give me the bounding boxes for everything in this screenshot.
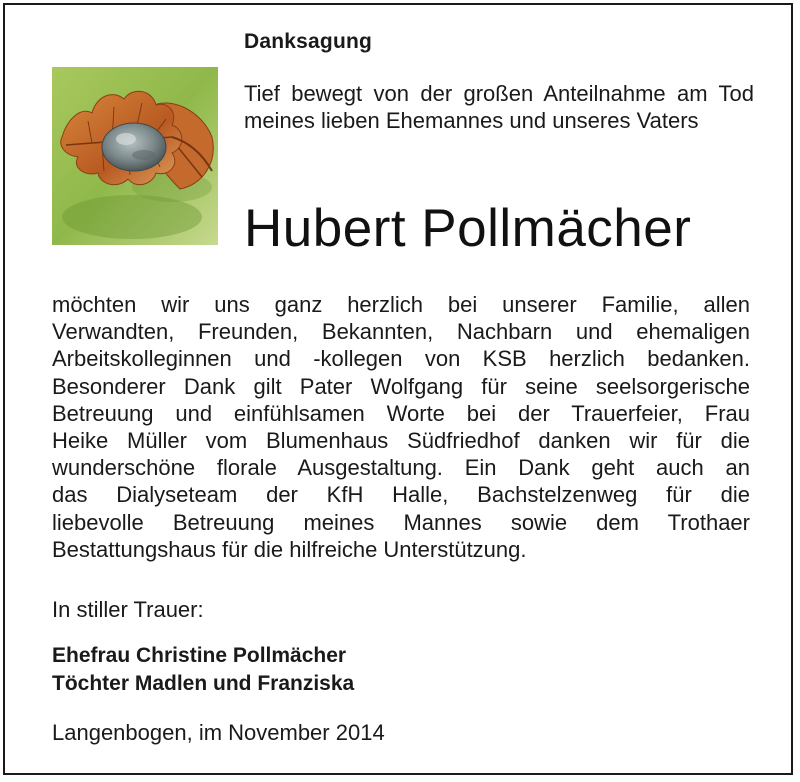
paragraph-line: wunderschöne florale Ausgestaltung. Ein Dank geht auch an bbox=[52, 455, 750, 481]
paragraph-line: Betreuung und einfühlsamen Worte bei der Trauerfeier, Frau bbox=[52, 400, 750, 426]
mourning-line: In stiller Trauer: bbox=[52, 597, 204, 622]
family-member-wife: Ehefrau Christine Pollmächer bbox=[52, 644, 347, 667]
paragraph-line: möchten wir uns ganz herzlich bei unserer Familie, allen bbox=[52, 292, 750, 317]
paragraph-line: Arbeitskolleginnen und -kollegen von KSB herzlich bedanken. bbox=[52, 346, 750, 372]
paragraph-line: liebevolle Betreuung meines Mannes sowie dem Trothaer bbox=[52, 509, 750, 535]
paragraph-line: Heike Müller vom Blumenhaus Südfriedhof danken wir für die bbox=[52, 427, 750, 453]
leaf-stone-photo bbox=[52, 67, 218, 245]
thanks-paragraph bbox=[52, 291, 750, 563]
intro-text: Tief bewegt von der großen Anteilnahme am Tod meines lieben Ehemannes und unseres Vaters bbox=[244, 81, 754, 133]
paragraph-line: das Dialyseteam der KfH Halle, Bachstelzenweg für die bbox=[52, 482, 750, 508]
deceased-name: Hubert Pollmächer bbox=[244, 199, 692, 258]
notice-heading: Danksagung bbox=[244, 30, 373, 53]
paragraph-line: Bestattungshaus für die hilfreiche Unterstützung. bbox=[52, 536, 527, 562]
paragraph-line: Verwandten, Freunden, Bekannten, Nachbarn und ehemaligen bbox=[52, 319, 750, 345]
place-date: Langenbogen, im November 2014 bbox=[52, 720, 385, 745]
family-signature bbox=[52, 642, 354, 698]
family-member-daughters: Töchter Madlen und Franziska bbox=[52, 672, 355, 695]
paragraph-line: Besonderer Dank gilt Pater Wolfgang für seine seelsorgerische bbox=[52, 373, 750, 399]
